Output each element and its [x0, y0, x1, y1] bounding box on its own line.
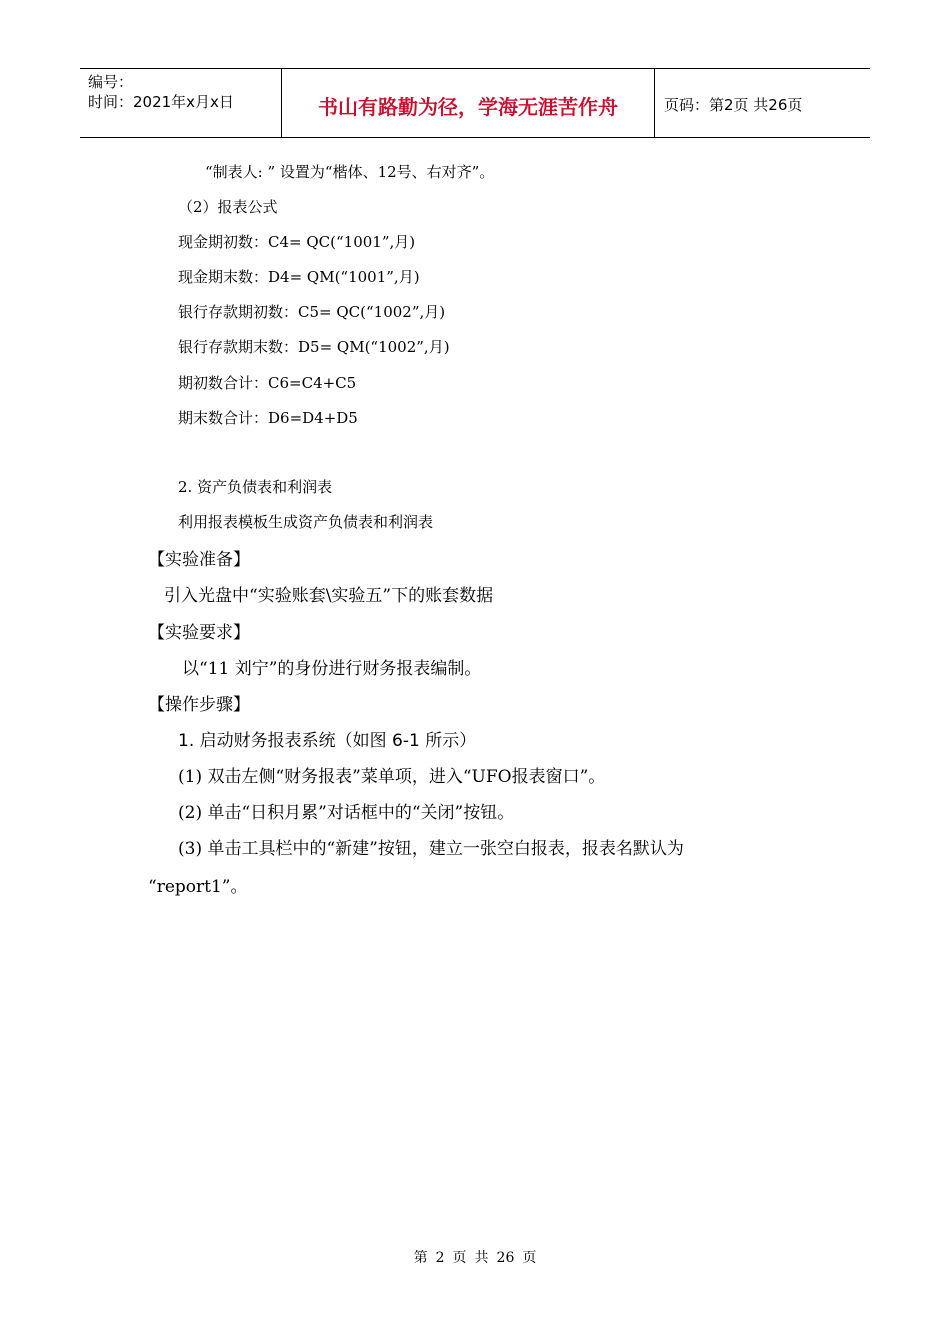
formula-line: 银行存款期末数：D5= QM(“1002”,月): [178, 338, 450, 356]
header-page-info: 页码：第2页 共26页: [664, 96, 803, 114]
section-heading: 【操作步骤】: [148, 695, 250, 715]
formula-line: 现金期末数：D4= QM(“1001”,月): [178, 268, 420, 286]
paragraph-line: 以“11 刘宁”的身份进行财务报表编制。: [182, 659, 482, 679]
document-number-label: 编号：: [88, 73, 134, 91]
section-heading: 2. 资产负债表和利润表: [178, 478, 333, 496]
document-time-label: 时间：2021年x月x日: [88, 93, 234, 111]
page-header: [80, 68, 870, 138]
formula-line: 期末数合计：D6=D4+D5: [178, 409, 358, 427]
formula-line: 期初数合计：C6=C4+C5: [178, 374, 357, 392]
step-line: (2) 单击“日积月累”对话框中的“关闭”按钮。: [178, 803, 515, 823]
footer-di: 第: [413, 1250, 428, 1266]
footer-gong: 共: [474, 1250, 489, 1266]
footer-page-number: 2: [435, 1250, 445, 1266]
paragraph-line: （2）报表公式: [178, 198, 278, 216]
header-motto-cell: [282, 69, 655, 137]
formula-line: 现金期初数：C4= QC(“1001”,月): [178, 233, 416, 251]
paragraph-line: “制表人: ” 设置为“楷体、12号、右对齐”。: [205, 163, 495, 181]
page-footer: [0, 1247, 950, 1267]
section-heading: 【实验要求】: [148, 623, 250, 643]
paragraph-line: 引入光盘中“实验账套\实验五”下的账套数据: [164, 586, 494, 606]
header-page-cell: [655, 69, 870, 137]
step-line: (1) 双击左侧“财务报表”菜单项，进入“UFO报表窗口”。: [178, 767, 606, 787]
paragraph-line: 利用报表模板生成资产负债表和利润表: [178, 513, 434, 531]
header-meta-cell: [80, 69, 282, 137]
footer-ye: 页: [452, 1250, 467, 1266]
section-heading: 【实验准备】: [148, 550, 250, 570]
step-heading: 1. 启动财务报表系统（如图 6-1 所示）: [178, 731, 477, 751]
step-line-continuation: “report1”。: [148, 877, 248, 897]
header-motto: 书山有路勤为径，学海无涯苦作舟: [318, 95, 618, 119]
formula-line: 银行存款期初数：C5= QC(“1002”,月): [178, 303, 446, 321]
footer-total-pages: 26: [496, 1250, 515, 1266]
step-line: (3) 单击工具栏中的“新建”按钮，建立一张空白报表，报表名默认为: [178, 839, 684, 859]
footer-ye: 页: [522, 1250, 537, 1266]
